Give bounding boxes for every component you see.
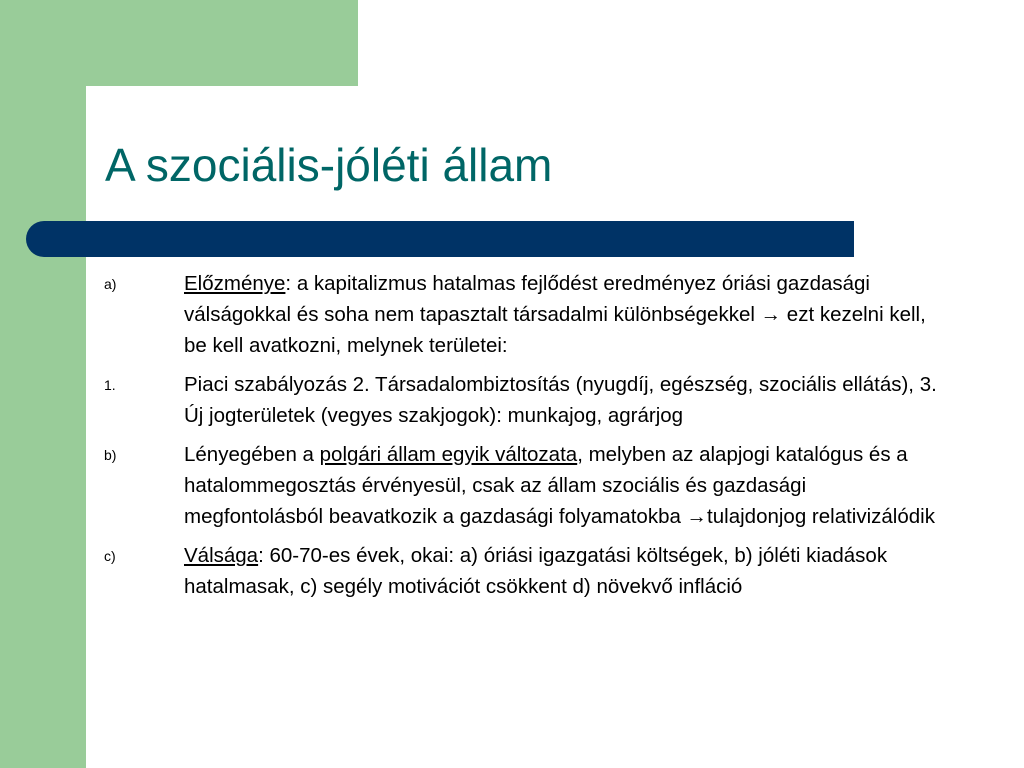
list-marker: a) xyxy=(104,276,117,292)
list-marker: c) xyxy=(104,548,116,564)
underlined-term: Válsága xyxy=(184,544,259,567)
item-body-text: , melyben az alapjogi katalógus és a hatalommegosztás érvényesül, csak az állam szociális és gazdasági megfontolásból beavatkozik a gazdasági folyamatokba →tulajdonjog relativizálódik xyxy=(184,443,935,528)
list-item-text xyxy=(184,540,944,602)
slide-title: A szociális-jóléti állam xyxy=(105,139,553,191)
underlined-term: Előzménye xyxy=(184,272,286,295)
item-body-text: Lényegében a xyxy=(184,443,320,466)
list-item-b xyxy=(0,439,1024,532)
title-underline-bar xyxy=(26,221,854,257)
list-marker: b) xyxy=(104,447,117,463)
list-item-c xyxy=(0,540,1024,602)
item-body-text: : a kapitalizmus hatalmas fejlődést eredményez óriási gazdasági válságokkal és soha nem tapasztalt társadalmi különbségekkel → ezt kezelni kell, be kell avatkozni, melynek területei: xyxy=(184,272,926,357)
list-item-a xyxy=(0,268,1024,361)
underlined-phrase: polgári állam egyik változata xyxy=(319,443,578,466)
slide-body xyxy=(0,268,1024,610)
list-item-text xyxy=(184,268,944,361)
item-body-text: : 60-70-es évek, okai: a) óriási igazgatási költségek, b) jóléti kiadások hatalmasak, c) segély motivációt csökkent d) növekvő infláció xyxy=(184,544,888,598)
list-item-1 xyxy=(0,369,1024,431)
list-marker: 1. xyxy=(104,377,116,393)
list-item-text: Piaci szabályozás 2. Társadalombiztosítás (nyugdíj, egészség, szociális ellátás), 3. Új jogterületek (vegyes szakjogok): munkajog, agrárjog xyxy=(184,373,937,427)
green-top-band xyxy=(0,0,358,86)
list-item-text xyxy=(184,439,944,532)
